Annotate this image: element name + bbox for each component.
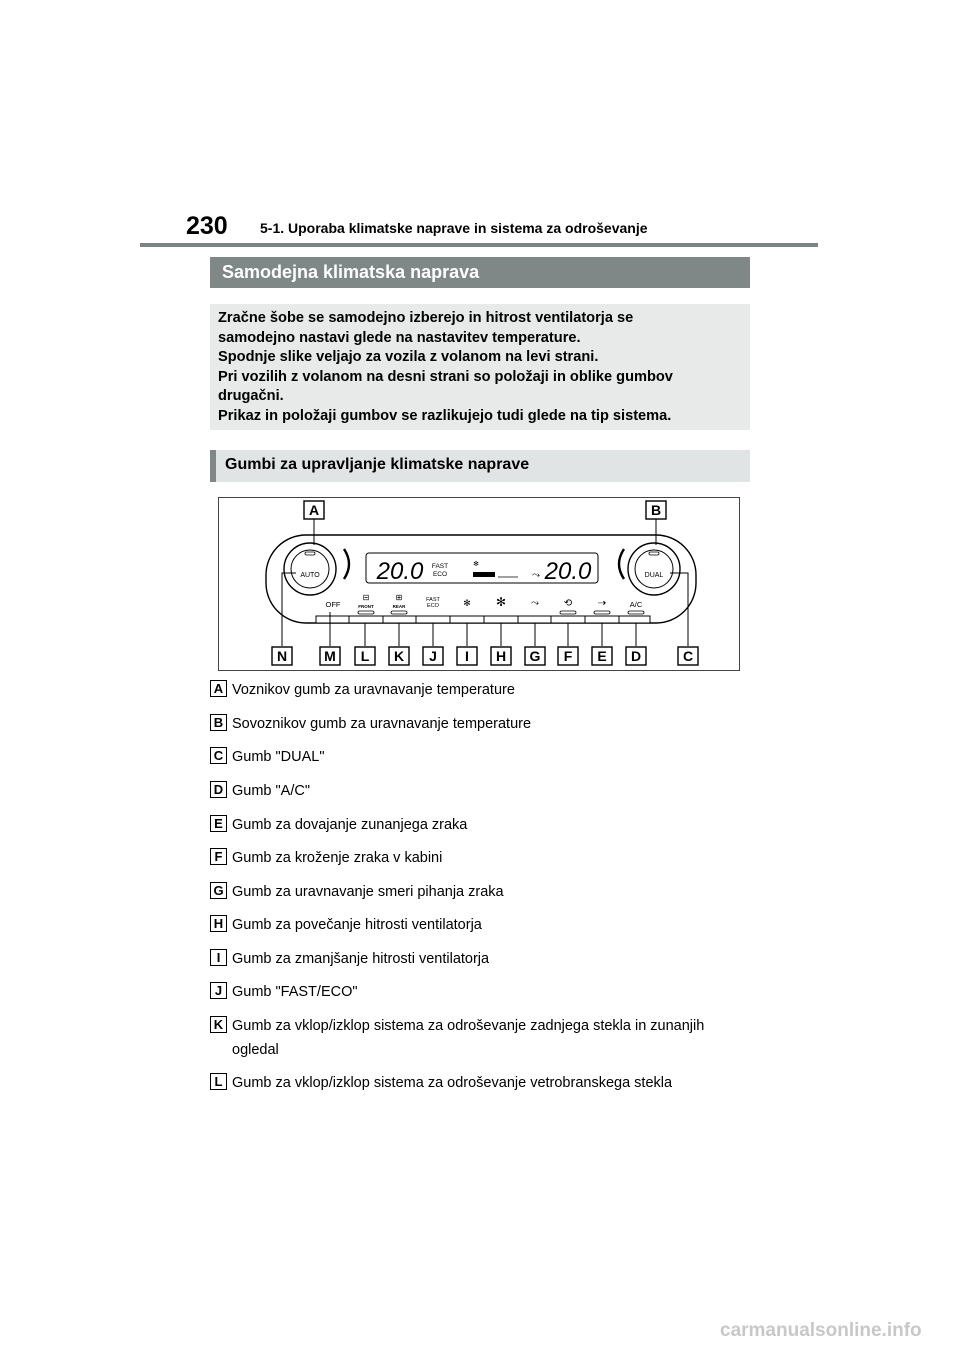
passenger-temp-readout: 20.0 — [544, 558, 592, 585]
fresh-air-icon: ⇢ — [597, 598, 607, 609]
eco-label: ECO — [432, 571, 448, 578]
heading-controls: Gumbi za upravljanje klimatske naprave — [210, 450, 750, 482]
fan-level-bars — [473, 572, 495, 577]
legend-key: H — [210, 915, 227, 932]
legend-text: Voznikov gumb za uravnavanje temperature — [232, 682, 515, 698]
legend-item — [210, 745, 732, 769]
callout-b — [646, 501, 666, 519]
control-panel-figure — [218, 497, 740, 671]
svg-text:F: F — [563, 648, 573, 664]
svg-text:B: B — [650, 502, 662, 518]
svg-text:I: I — [465, 648, 469, 664]
callout-d — [626, 647, 646, 665]
fan-up-icon: ✻ — [495, 595, 507, 609]
fast-btn-label: FAST — [426, 597, 440, 603]
callout-n — [272, 647, 292, 665]
callout-a — [304, 501, 324, 519]
legend-text: Gumb "FAST/ECO" — [232, 984, 358, 1000]
rear-label: REAR — [392, 604, 406, 609]
svg-text:M: M — [324, 648, 336, 664]
legend-text: Gumb za dovajanje zunanjega zraka — [232, 817, 468, 833]
legend-text: Gumb "A/C" — [232, 783, 310, 799]
recirculate-icon: ⟲ — [563, 598, 573, 609]
callout-l — [355, 647, 375, 665]
intro-line: Pri vozilih z volanom na desni strani so položaji in oblike gumbov — [218, 368, 673, 385]
callout-f — [558, 647, 578, 665]
svg-text:E: E — [597, 648, 607, 664]
header-rule — [140, 243, 818, 247]
intro-line: Spodnje slike veljajo za vozila z volanom na levi strani. — [218, 349, 599, 365]
legend-text: Sovoznikov gumb za uravnavanje temperature — [232, 716, 532, 732]
front-defog-icon: ⊟ — [362, 593, 370, 602]
intro-box — [210, 304, 750, 430]
svg-text:K: K — [393, 648, 405, 664]
svg-text:J: J — [429, 648, 437, 664]
svg-text:A: A — [308, 502, 320, 518]
legend-key: B — [210, 714, 227, 731]
legend-key: K — [210, 1016, 227, 1033]
fan-down-icon: ✻ — [463, 598, 471, 608]
legend-key: G — [210, 882, 227, 899]
legend-item — [210, 846, 732, 870]
mode-icon: ⤳ — [531, 598, 539, 609]
svg-text:G: G — [529, 648, 541, 664]
ac-label: A/C — [629, 600, 643, 609]
airflow-icon: ⤳ — [532, 570, 540, 581]
legend-item — [210, 980, 732, 1004]
svg-text:N: N — [276, 648, 288, 664]
legend-key: D — [210, 781, 227, 798]
legend-text: Gumb "DUAL" — [232, 749, 325, 765]
legend-text: Gumb za uravnavanje smeri pihanja zraka — [232, 884, 504, 900]
dual-label: DUAL — [644, 572, 664, 579]
heading-automatic-ac: Samodejna klimatska naprava — [210, 257, 750, 288]
fan-icon: ✻ — [473, 561, 479, 568]
legend-key: F — [210, 848, 227, 865]
callout-g — [525, 647, 545, 665]
svg-text:H: H — [495, 648, 507, 664]
callout-h — [491, 647, 511, 665]
off-label: OFF — [325, 600, 341, 609]
legend-text: Gumb za zmanjšanje hitrosti ventilatorja — [232, 951, 490, 967]
callout-j — [423, 647, 443, 665]
legend-key: E — [210, 815, 227, 832]
eco-btn-label: ECO — [427, 603, 439, 609]
callout-i — [457, 647, 477, 665]
legend-item — [210, 712, 732, 736]
legend-key: A — [210, 680, 227, 697]
watermark: carmanualsonline.info — [720, 1320, 922, 1341]
driver-temp-knob — [284, 543, 336, 595]
legend-key: J — [210, 982, 227, 999]
legend-text: Gumb za kroženje zraka v kabini — [232, 850, 443, 866]
legend-text: Gumb za povečanje hitrosti ventilatorja — [232, 917, 482, 933]
intro-line: Prikaz in položaji gumbov se razlikujejo tudi glede na tip sistema. — [218, 407, 672, 424]
passenger-temp-knob — [628, 543, 680, 595]
page-number: 230 — [186, 212, 228, 240]
legend-text: Gumb za vklop/izklop sistema za odroševanje vetrobranskega stekla — [232, 1075, 673, 1091]
button-strip — [316, 616, 650, 623]
svg-text:C: C — [682, 648, 694, 664]
callout-e — [592, 647, 612, 665]
legend-item — [210, 913, 732, 937]
fast-label: FAST — [431, 563, 449, 570]
legend-key: C — [210, 747, 227, 764]
rear-defog-icon: ⊞ — [395, 593, 403, 602]
legend-item — [210, 779, 732, 803]
legend-item — [210, 678, 732, 702]
legend-item — [210, 947, 732, 971]
legend-key: I — [210, 949, 227, 966]
legend-item — [210, 813, 732, 837]
auto-label: AUTO — [300, 572, 320, 579]
callout-m — [320, 647, 340, 665]
legend-item — [210, 880, 732, 904]
front-label: FRONT — [358, 604, 374, 609]
svg-text:L: L — [360, 648, 370, 664]
callout-k — [389, 647, 409, 665]
intro-line: drugačni. — [218, 388, 284, 404]
legend-item — [210, 1071, 732, 1095]
callout-c — [678, 647, 698, 665]
section-title: 5-1. Uporaba klimatske naprave in sistema za odroševanje — [260, 220, 648, 236]
legend-item — [210, 1014, 732, 1062]
svg-text:D: D — [630, 648, 642, 664]
intro-line: samodejno nastavi glede na nastavitev temperature. — [218, 329, 581, 346]
intro-line: Zračne šobe se samodejno izberejo in hitrost ventilatorja se — [218, 310, 634, 326]
driver-temp-readout: 20.0 — [376, 558, 424, 585]
legend-key: L — [210, 1073, 227, 1090]
legend-text: Gumb za vklop/izklop sistema za odroševanje zadnjega stekla in zunanjih ogledal — [232, 1018, 705, 1058]
